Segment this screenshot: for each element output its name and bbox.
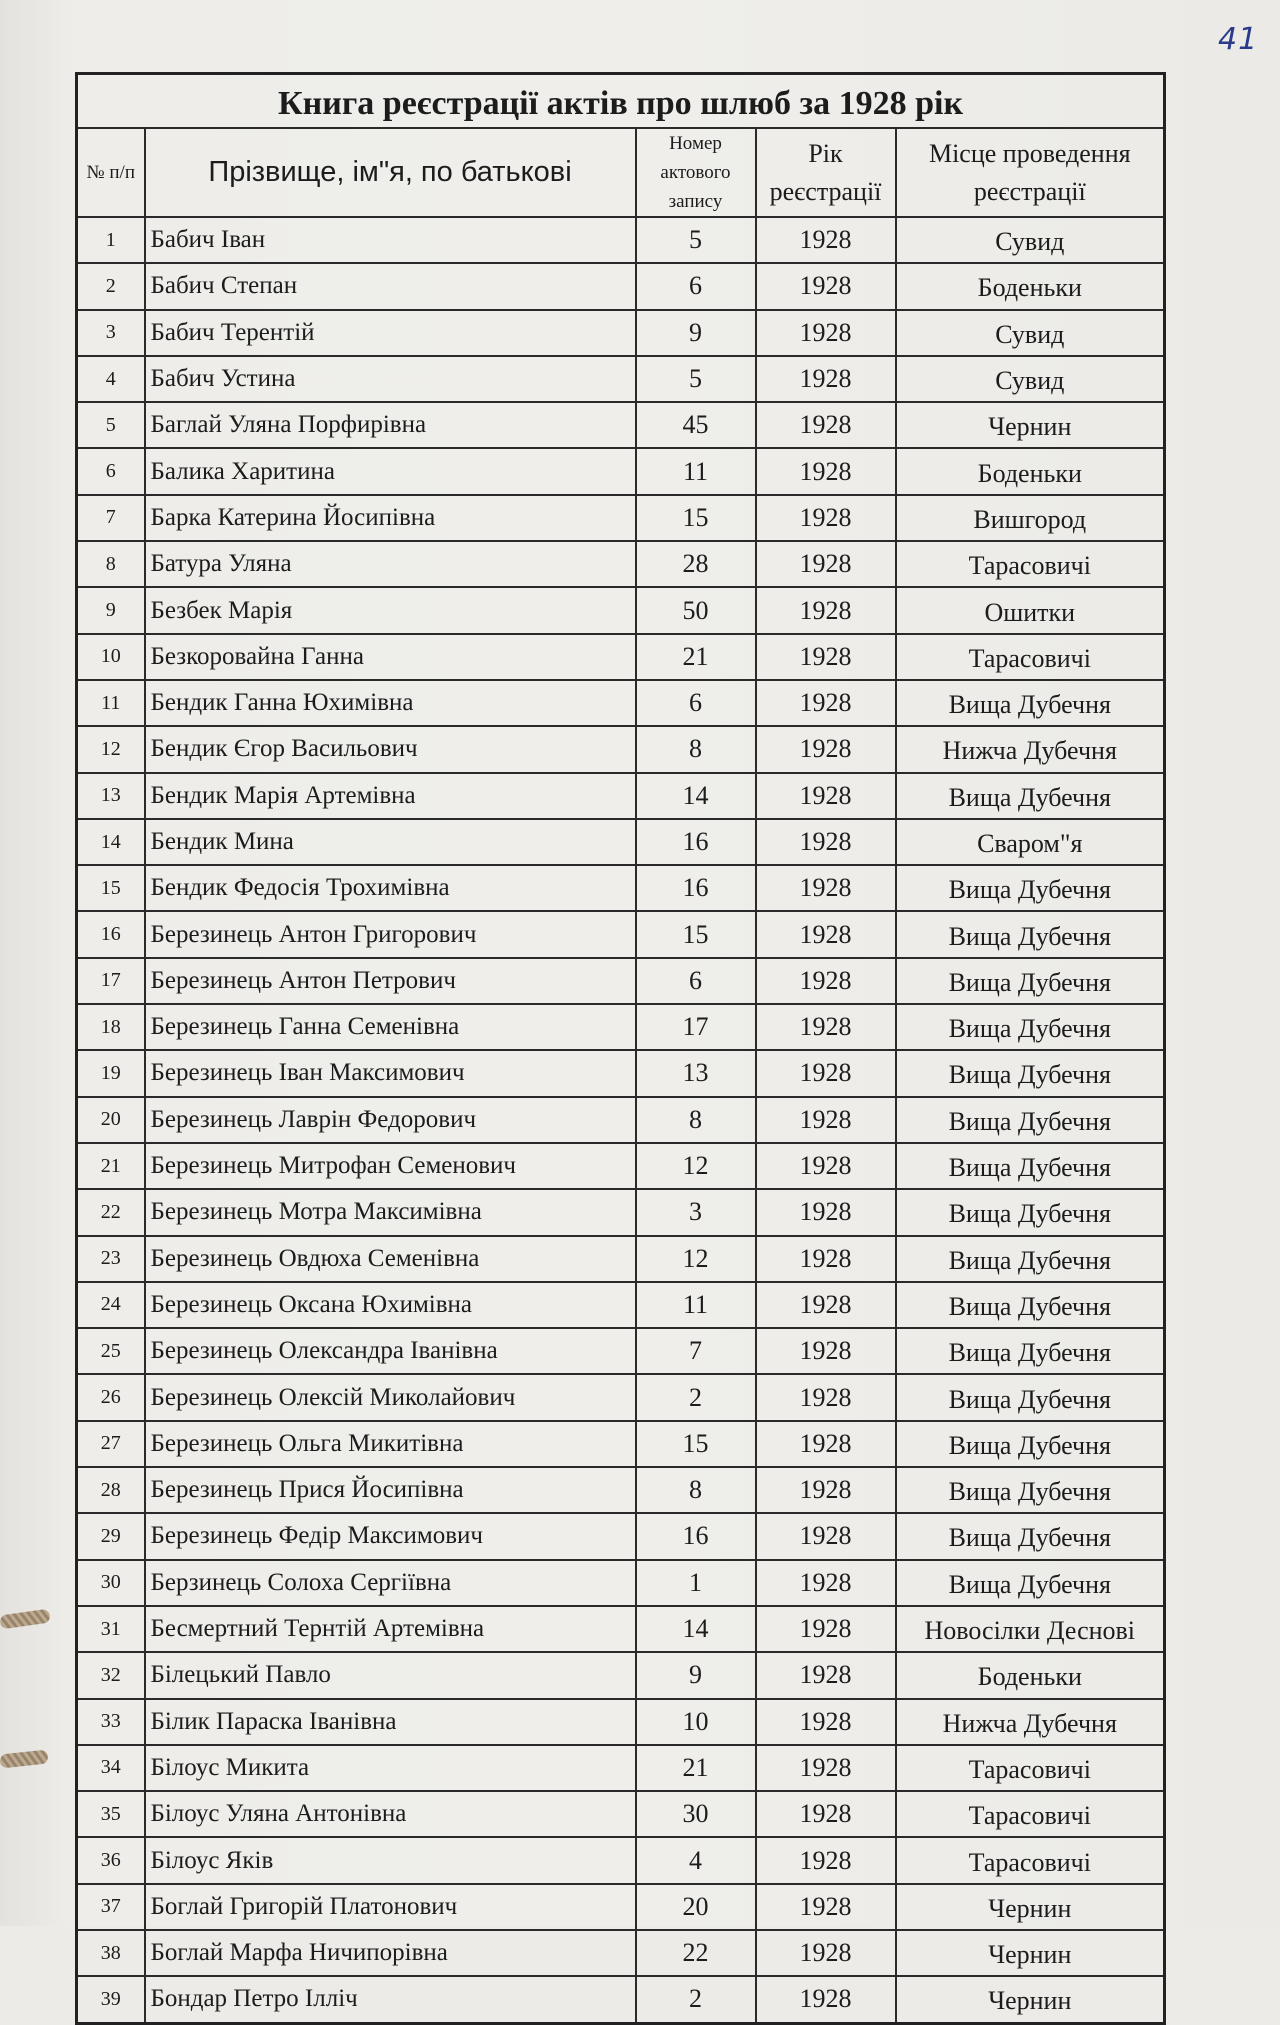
row-number: 14 xyxy=(77,819,145,865)
registration-place: Сувид xyxy=(896,356,1165,402)
registration-place: Чернин xyxy=(896,1884,1165,1930)
table-row xyxy=(77,356,1165,402)
header-place-line-2: реєстрації xyxy=(973,176,1086,206)
registration-year: 1928 xyxy=(756,1097,896,1143)
table-row xyxy=(77,1050,1165,1096)
registration-place: Вища Дубечня xyxy=(896,773,1165,819)
table-row xyxy=(77,1699,1165,1745)
person-name: Бондар Петро Ілліч xyxy=(145,1976,636,2023)
header-name: Прізвище, ім"я, по батькові xyxy=(145,128,636,217)
table-row xyxy=(77,1791,1165,1837)
registration-year: 1928 xyxy=(756,1328,896,1374)
row-number: 16 xyxy=(77,911,145,957)
header-record xyxy=(636,128,756,217)
registration-year: 1928 xyxy=(756,587,896,633)
row-number: 2 xyxy=(77,263,145,309)
record-number: 4 xyxy=(636,1837,756,1883)
record-number: 2 xyxy=(636,1374,756,1420)
record-number: 1 xyxy=(636,1560,756,1606)
registration-year: 1928 xyxy=(756,541,896,587)
record-number: 11 xyxy=(636,1282,756,1328)
table-row xyxy=(77,865,1165,911)
record-number: 16 xyxy=(636,819,756,865)
registration-year: 1928 xyxy=(756,865,896,911)
table-row xyxy=(77,1467,1165,1513)
person-name: Березинець Ганна Семенівна xyxy=(145,1004,636,1050)
table-row xyxy=(77,1884,1165,1930)
person-name: Березинець Прися Йосипівна xyxy=(145,1467,636,1513)
table-row xyxy=(77,1837,1165,1883)
header-place-line-1: Місце проведення xyxy=(928,138,1131,168)
registration-year: 1928 xyxy=(756,1050,896,1096)
table-row xyxy=(77,1513,1165,1559)
row-number: 1 xyxy=(77,217,145,263)
registration-place: Вища Дубечня xyxy=(896,1004,1165,1050)
row-number: 10 xyxy=(77,634,145,680)
person-name: Бабич Терентій xyxy=(145,310,636,356)
registration-place: Вища Дубечня xyxy=(896,1374,1165,1420)
header-record-line-2: актового xyxy=(660,162,731,183)
record-number: 8 xyxy=(636,1467,756,1513)
row-number: 17 xyxy=(77,958,145,1004)
record-number: 17 xyxy=(636,1004,756,1050)
row-number: 12 xyxy=(77,726,145,772)
table-row xyxy=(77,1143,1165,1189)
table-row xyxy=(77,1976,1165,2023)
header-year xyxy=(756,128,896,217)
person-name: Березинець Лаврін Федорович xyxy=(145,1097,636,1143)
header-year-line-1: Рік xyxy=(808,138,843,168)
row-number: 13 xyxy=(77,773,145,819)
registration-year: 1928 xyxy=(756,1930,896,1976)
person-name: Березинець Антон Петрович xyxy=(145,958,636,1004)
row-number: 30 xyxy=(77,1560,145,1606)
record-number: 7 xyxy=(636,1328,756,1374)
row-number: 7 xyxy=(77,495,145,541)
registration-year: 1928 xyxy=(756,1421,896,1467)
row-number: 37 xyxy=(77,1884,145,1930)
registration-year: 1928 xyxy=(756,1745,896,1791)
record-number: 9 xyxy=(636,1652,756,1698)
registration-place: Вища Дубечня xyxy=(896,1143,1165,1189)
registration-place: Тарасовичі xyxy=(896,634,1165,680)
registration-year: 1928 xyxy=(756,448,896,494)
registration-year: 1928 xyxy=(756,1837,896,1883)
table-row xyxy=(77,402,1165,448)
table-row xyxy=(77,587,1165,633)
row-number: 18 xyxy=(77,1004,145,1050)
person-name: Білоус Уляна Антонівна xyxy=(145,1791,636,1837)
record-number: 9 xyxy=(636,310,756,356)
registration-year: 1928 xyxy=(756,819,896,865)
registration-place: Боденьки xyxy=(896,1652,1165,1698)
registration-year: 1928 xyxy=(756,495,896,541)
registration-year: 1928 xyxy=(756,402,896,448)
header-place xyxy=(896,128,1165,217)
person-name: Білоус Яків xyxy=(145,1837,636,1883)
row-number: 36 xyxy=(77,1837,145,1883)
registration-year: 1928 xyxy=(756,1467,896,1513)
registration-year: 1928 xyxy=(756,1143,896,1189)
registration-place: Вища Дубечня xyxy=(896,680,1165,726)
record-number: 8 xyxy=(636,726,756,772)
row-number: 25 xyxy=(77,1328,145,1374)
person-name: Березинець Олексій Миколайович xyxy=(145,1374,636,1420)
record-number: 5 xyxy=(636,217,756,263)
table-row xyxy=(77,958,1165,1004)
record-number: 15 xyxy=(636,495,756,541)
registration-place: Вища Дубечня xyxy=(896,1282,1165,1328)
record-number: 50 xyxy=(636,587,756,633)
person-name: Бабич Степан xyxy=(145,263,636,309)
person-name: Боглай Марфа Ничипорівна xyxy=(145,1930,636,1976)
table-row xyxy=(77,1745,1165,1791)
header-num: № п/п xyxy=(77,128,145,217)
person-name: Бендик Єгор Васильович xyxy=(145,726,636,772)
header-record-line-1: Номер xyxy=(669,133,722,154)
person-name: Білоус Микита xyxy=(145,1745,636,1791)
registration-year: 1928 xyxy=(756,958,896,1004)
row-number: 24 xyxy=(77,1282,145,1328)
record-number: 12 xyxy=(636,1143,756,1189)
table-row xyxy=(77,819,1165,865)
table-row xyxy=(77,1328,1165,1374)
registration-year: 1928 xyxy=(756,1976,896,2023)
record-number: 12 xyxy=(636,1236,756,1282)
table-row xyxy=(77,1189,1165,1235)
row-number: 5 xyxy=(77,402,145,448)
registration-place: Вища Дубечня xyxy=(896,1513,1165,1559)
registration-place: Вища Дубечня xyxy=(896,1328,1165,1374)
registration-place: Боденьки xyxy=(896,263,1165,309)
row-number: 6 xyxy=(77,448,145,494)
person-name: Бесмертний Тернтій Артемівна xyxy=(145,1606,636,1652)
registration-place: Новосілки Деснові xyxy=(896,1606,1165,1652)
person-name: Березинець Олександра Іванівна xyxy=(145,1328,636,1374)
person-name: Безкоровайна Ганна xyxy=(145,634,636,680)
person-name: Березинець Федір Максимович xyxy=(145,1513,636,1559)
table-row xyxy=(77,1421,1165,1467)
table-row xyxy=(77,1560,1165,1606)
table-header-row xyxy=(77,128,1165,217)
registration-place: Боденьки xyxy=(896,448,1165,494)
registration-place: Чернин xyxy=(896,1976,1165,2023)
table-row xyxy=(77,726,1165,772)
registration-place: Вища Дубечня xyxy=(896,865,1165,911)
registration-place: Тарасовичі xyxy=(896,1791,1165,1837)
person-name: Березинець Ольга Микитівна xyxy=(145,1421,636,1467)
record-number: 15 xyxy=(636,911,756,957)
row-number: 32 xyxy=(77,1652,145,1698)
registration-place: Тарасовичі xyxy=(896,541,1165,587)
row-number: 31 xyxy=(77,1606,145,1652)
row-number: 20 xyxy=(77,1097,145,1143)
registration-year: 1928 xyxy=(756,911,896,957)
registration-place: Ошитки xyxy=(896,587,1165,633)
person-name: Бабич Устина xyxy=(145,356,636,402)
row-number: 8 xyxy=(77,541,145,587)
person-name: Безбек Марія xyxy=(145,587,636,633)
registry-table xyxy=(75,72,1166,2025)
record-number: 6 xyxy=(636,958,756,1004)
row-number: 35 xyxy=(77,1791,145,1837)
person-name: Бендик Марія Артемівна xyxy=(145,773,636,819)
person-name: Березинець Іван Максимович xyxy=(145,1050,636,1096)
person-name: Білецький Павло xyxy=(145,1652,636,1698)
person-name: Березинець Мотра Максимівна xyxy=(145,1189,636,1235)
record-number: 16 xyxy=(636,865,756,911)
person-name: Батура Уляна xyxy=(145,541,636,587)
row-number: 23 xyxy=(77,1236,145,1282)
table-row xyxy=(77,1374,1165,1420)
record-number: 22 xyxy=(636,1930,756,1976)
record-number: 15 xyxy=(636,1421,756,1467)
row-number: 11 xyxy=(77,680,145,726)
registration-place: Вища Дубечня xyxy=(896,1236,1165,1282)
table-row xyxy=(77,263,1165,309)
person-name: Березинець Антон Григорович xyxy=(145,911,636,957)
registration-year: 1928 xyxy=(756,1652,896,1698)
record-number: 11 xyxy=(636,448,756,494)
row-number: 29 xyxy=(77,1513,145,1559)
registration-place: Вища Дубечня xyxy=(896,958,1165,1004)
record-number: 14 xyxy=(636,1606,756,1652)
registration-place: Сувид xyxy=(896,310,1165,356)
table-row xyxy=(77,680,1165,726)
row-number: 9 xyxy=(77,587,145,633)
row-number: 21 xyxy=(77,1143,145,1189)
registration-place: Вища Дубечня xyxy=(896,911,1165,957)
person-name: Білик Параска Іванівна xyxy=(145,1699,636,1745)
row-number: 19 xyxy=(77,1050,145,1096)
record-number: 20 xyxy=(636,1884,756,1930)
registration-year: 1928 xyxy=(756,1004,896,1050)
row-number: 38 xyxy=(77,1930,145,1976)
registration-place: Сваром"я xyxy=(896,819,1165,865)
row-number: 3 xyxy=(77,310,145,356)
registration-place: Вишгород xyxy=(896,495,1165,541)
row-number: 22 xyxy=(77,1189,145,1235)
person-name: Бендик Федосія Трохимівна xyxy=(145,865,636,911)
row-number: 39 xyxy=(77,1976,145,2023)
table-row xyxy=(77,1652,1165,1698)
registration-year: 1928 xyxy=(756,310,896,356)
row-number: 15 xyxy=(77,865,145,911)
registration-year: 1928 xyxy=(756,1699,896,1745)
person-name: Березинець Оксана Юхимівна xyxy=(145,1282,636,1328)
person-name: Березинець Митрофан Семенович xyxy=(145,1143,636,1189)
record-number: 10 xyxy=(636,1699,756,1745)
registration-year: 1928 xyxy=(756,263,896,309)
record-number: 14 xyxy=(636,773,756,819)
registration-year: 1928 xyxy=(756,1282,896,1328)
row-number: 28 xyxy=(77,1467,145,1513)
registration-year: 1928 xyxy=(756,1513,896,1559)
registration-place: Сувид xyxy=(896,217,1165,263)
registration-year: 1928 xyxy=(756,726,896,772)
person-name: Бабич Іван xyxy=(145,217,636,263)
table-row xyxy=(77,911,1165,957)
table-row xyxy=(77,1282,1165,1328)
table-row xyxy=(77,495,1165,541)
record-number: 21 xyxy=(636,634,756,680)
page-title: Книга реєстрації актів про шлюб за 1928 рік xyxy=(77,74,1165,129)
table-row xyxy=(77,1930,1165,1976)
registration-place: Чернин xyxy=(896,402,1165,448)
record-number: 21 xyxy=(636,1745,756,1791)
registration-year: 1928 xyxy=(756,773,896,819)
registration-year: 1928 xyxy=(756,356,896,402)
table-row xyxy=(77,310,1165,356)
registration-place: Вища Дубечня xyxy=(896,1560,1165,1606)
registration-year: 1928 xyxy=(756,1884,896,1930)
table-row xyxy=(77,1004,1165,1050)
registration-place: Нижча Дубечня xyxy=(896,1699,1165,1745)
person-name: Балика Харитина xyxy=(145,448,636,494)
record-number: 2 xyxy=(636,1976,756,2023)
row-number: 33 xyxy=(77,1699,145,1745)
record-number: 30 xyxy=(636,1791,756,1837)
person-name: Боглай Григорій Платонович xyxy=(145,1884,636,1930)
row-number: 4 xyxy=(77,356,145,402)
record-number: 8 xyxy=(636,1097,756,1143)
record-number: 13 xyxy=(636,1050,756,1096)
record-number: 45 xyxy=(636,402,756,448)
registration-place: Вища Дубечня xyxy=(896,1421,1165,1467)
table-body xyxy=(77,217,1165,2023)
person-name: Барка Катерина Йосипівна xyxy=(145,495,636,541)
registration-place: Чернин xyxy=(896,1930,1165,1976)
header-record-line-3: запису xyxy=(668,191,723,212)
person-name: Бендик Мина xyxy=(145,819,636,865)
registration-place: Тарасовичі xyxy=(896,1745,1165,1791)
registration-year: 1928 xyxy=(756,1189,896,1235)
row-number: 34 xyxy=(77,1745,145,1791)
person-name: Баглай Уляна Порфирівна xyxy=(145,402,636,448)
record-number: 3 xyxy=(636,1189,756,1235)
registration-year: 1928 xyxy=(756,1560,896,1606)
registration-year: 1928 xyxy=(756,1374,896,1420)
person-name: Берзинець Солоха Сергіївна xyxy=(145,1560,636,1606)
registration-year: 1928 xyxy=(756,1606,896,1652)
registration-place: Вища Дубечня xyxy=(896,1467,1165,1513)
row-number: 26 xyxy=(77,1374,145,1420)
table-row xyxy=(77,773,1165,819)
record-number: 16 xyxy=(636,1513,756,1559)
person-name: Бендик Ганна Юхимівна xyxy=(145,680,636,726)
record-number: 6 xyxy=(636,680,756,726)
record-number: 6 xyxy=(636,263,756,309)
table-row xyxy=(77,1097,1165,1143)
person-name: Березинець Овдюха Семенівна xyxy=(145,1236,636,1282)
table-row xyxy=(77,541,1165,587)
table-row xyxy=(77,634,1165,680)
registration-place: Нижча Дубечня xyxy=(896,726,1165,772)
registration-year: 1928 xyxy=(756,1791,896,1837)
registration-place: Вища Дубечня xyxy=(896,1097,1165,1143)
record-number: 28 xyxy=(636,541,756,587)
header-year-line-2: реєстрації xyxy=(769,176,882,206)
registration-place: Тарасовичі xyxy=(896,1837,1165,1883)
table-row xyxy=(77,1236,1165,1282)
registration-place: Вища Дубечня xyxy=(896,1189,1165,1235)
registration-year: 1928 xyxy=(756,680,896,726)
registration-place: Вища Дубечня xyxy=(896,1050,1165,1096)
page-number: 41 xyxy=(1218,22,1259,57)
registration-year: 1928 xyxy=(756,634,896,680)
row-number: 27 xyxy=(77,1421,145,1467)
table-row xyxy=(77,217,1165,263)
registration-year: 1928 xyxy=(756,217,896,263)
table-row xyxy=(77,1606,1165,1652)
record-number: 5 xyxy=(636,356,756,402)
registration-year: 1928 xyxy=(756,1236,896,1282)
table-row xyxy=(77,448,1165,494)
